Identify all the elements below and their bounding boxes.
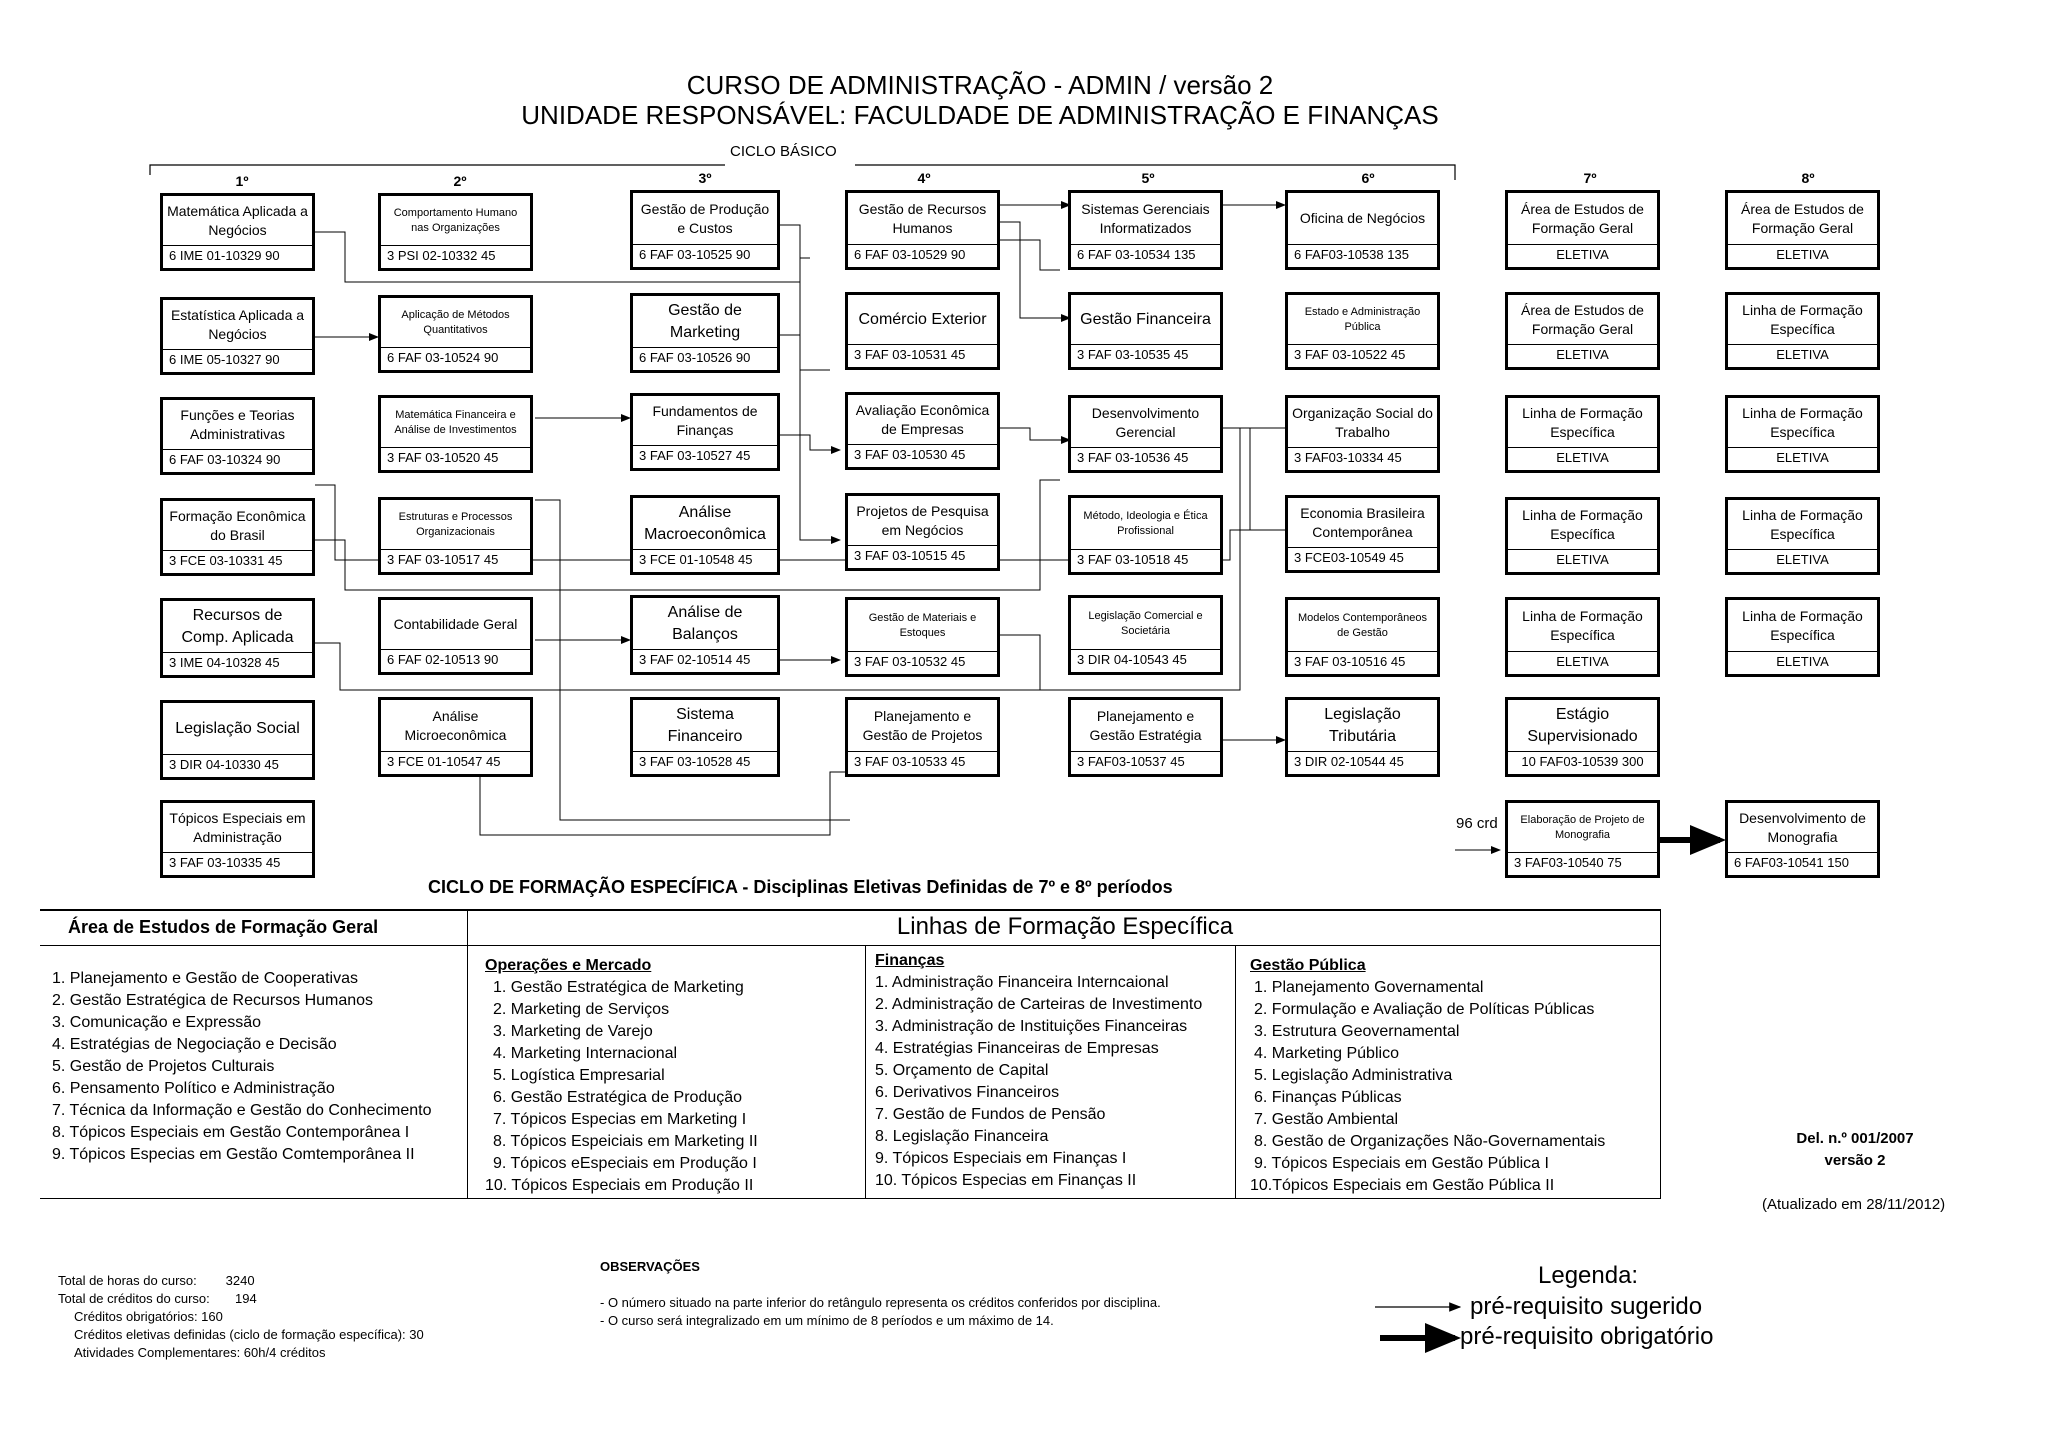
course-box: Tópicos Especiais em Administração 3 FAF 03-10335 45 — [160, 800, 315, 878]
course-box: Análise de Balanços 3 FAF 02-10514 45 — [630, 595, 780, 675]
legend-suggested: pré-requisito sugerido — [1470, 1293, 1703, 1320]
course-box: Desenvolvimento de Monografia 6 FAF03-10541 150 — [1725, 800, 1880, 878]
course-box: Estado e Administração Pública 3 FAF 03-10522 45 — [1285, 292, 1440, 370]
deliberation-block: Del. n.º 001/2007 versão 2 — [1796, 1130, 1914, 1169]
period-6: 6º — [1361, 170, 1375, 186]
table-divider — [1235, 945, 1236, 1199]
course-box: Linha de Formação Específica ELETIVA — [1725, 497, 1880, 575]
course-box: Desenvolvimento Gerencial 3 FAF 03-10536 45 — [1068, 395, 1223, 473]
course-box: Método, Ideologia e Ética Profissional 3 FAF 03-10518 45 — [1068, 495, 1223, 575]
period-4: 4º — [917, 170, 931, 186]
period-7: 7º — [1583, 170, 1597, 186]
course-box: Gestão de Produção e Custos 6 FAF 03-10525 90 — [630, 190, 780, 270]
unit-title: UNIDADE RESPONSÁVEL: FACULDADE DE ADMINISTRAÇÃO E FINANÇAS — [521, 100, 1439, 130]
course-box: Modelos Contemporâneos de Gestão 3 FAF 03-10516 45 — [1285, 597, 1440, 677]
period-1: 1º — [235, 173, 249, 189]
connector — [780, 335, 830, 370]
course-box: Avaliação Econômica de Empresas 3 FAF 03-10530 45 — [845, 392, 1000, 470]
connector — [1000, 635, 1040, 690]
course-box: Comércio Exterior 3 FAF 03-10531 45 — [845, 292, 1000, 370]
table-divider — [40, 945, 1660, 946]
public-list: Gestão Pública 1. Planejamento Governamental 2. Formulação e Avaliação de Políticas Públicas 3. Estrutura Geovernamental 4. Marketing Público 5. Legislação Administrativa 6. Finanças Públicas 7. Gestão Ambiental 8. Gestão de Organizações Não-Governamentais 9. Tópicos Especiais em Gestão Pública I 10.Tópicos Especiais em Gestão Pública II — [1250, 957, 1606, 1194]
period-5: 5º — [1141, 170, 1155, 186]
updated-date: (Atualizado em 28/11/2012) — [1762, 1196, 1946, 1213]
course-box: Gestão Financeira 3 FAF 03-10535 45 — [1068, 292, 1223, 370]
legend-title: Legenda: — [1538, 1262, 1639, 1289]
course-box: Estatística Aplicada a Negócios 6 IME 05-10327 90 — [160, 297, 315, 375]
connector — [1220, 428, 1250, 530]
course-box: Sistema Financeiro 3 FAF 03-10528 45 — [630, 697, 780, 777]
course-box: Linha de Formação Específica ELETIVA — [1505, 395, 1660, 473]
course-box: Elaboração de Projeto de Monografia 3 FAF03-10540 75 — [1505, 800, 1660, 878]
course-box: Comportamento Humano nas Organizações 3 PSI 02-10332 45 — [378, 193, 533, 271]
course-box: Área de Estudos de Formação Geral ELETIVA — [1725, 190, 1880, 270]
course-box: Sistemas Gerenciais Informatizados 6 FAF 03-10534 135 — [1068, 190, 1223, 270]
course-box: Linha de Formação Específica ELETIVA — [1725, 292, 1880, 370]
period-2: 2º — [453, 173, 467, 189]
course-box: Linha de Formação Específica ELETIVA — [1505, 597, 1660, 677]
course-box: Matemática Aplicada a Negócios 6 IME 01-10329 90 — [160, 193, 315, 271]
general-area-title: Área de Estudos de Formação Geral — [68, 917, 379, 937]
connector — [1000, 222, 1070, 318]
observations: OBSERVAÇÕES - O número situado na parte inferior do retângulo representa os créditos conferidos por disciplina. - O curso será integralizado em um mínimo de 8 períodos e um máximo de 14. — [600, 1259, 1161, 1328]
course-box: Matemática Financeira e Análise de Investimentos 3 FAF 03-10520 45 — [378, 395, 533, 473]
finance-list: Finanças 1. Administração Financeira Interncaional 2. Administração de Carteiras de Investimento 3. Administração de Instituições Financeiras 4. Estratégias Financeiras de Empresas 5. Orçamento de Capital 6. Derivativos Financeiros 7. Gestão de Fundos de Pensão 8. Legislação Financeira 9. Tópicos Especiais em Finanças I 10. Tópicos Especias em Finanças II — [875, 952, 1203, 1189]
period-3: 3º — [698, 170, 712, 186]
course-title: CURSO DE ADMINISTRAÇÃO - ADMIN / versão 2 — [686, 70, 1274, 100]
course-box: Área de Estudos de Formação Geral ELETIVA — [1505, 292, 1660, 370]
credits-note: 96 crd — [1456, 815, 1498, 832]
course-box: Formação Econômica do Brasil 3 FCE 03-10331 45 — [160, 498, 315, 576]
course-box: Linha de Formação Específica ELETIVA — [1725, 597, 1880, 677]
course-box: Planejamento e Gestão Estratégia 3 FAF03-10537 45 — [1068, 697, 1223, 777]
connector — [1000, 240, 1060, 270]
course-box: Linha de Formação Específica ELETIVA — [1505, 497, 1660, 575]
course-box: Fundamentos de Finanças 3 FAF 03-10527 45 — [630, 393, 780, 471]
table-divider — [467, 909, 468, 1199]
course-box: Funções e Teorias Administrativas 6 FAF 03-10324 90 — [160, 397, 315, 475]
legend-mandatory: pré-requisito obrigatório — [1460, 1323, 1714, 1350]
cycle-basic-bracket — [150, 165, 1455, 180]
course-box: Organização Social do Trabalho 3 FAF03-10334 45 — [1285, 395, 1440, 473]
course-box: Projetos de Pesquisa em Negócios 3 FAF 03-10515 45 — [845, 493, 1000, 571]
operations-list: Operações e Mercado 1. Gestão Estratégica de Marketing 2. Marketing de Serviços 3. Marketing de Varejo 4. Marketing Internacional 5. Logística Empresarial 6. Gestão Estratégica de Produção 7. Tópicos Especias em Marketing I 8. Tópicos Espeiciais em Marketing II 9. Tópicos eEspeciais em Produção I 10. Tópicos Especiais em Produção II — [485, 957, 758, 1194]
course-box: Contabilidade Geral 6 FAF 02-10513 90 — [378, 597, 533, 675]
course-box: Oficina de Negócios 6 FAF03-10538 135 — [1285, 190, 1440, 270]
specific-lines-title: Linhas de Formação Específica — [896, 913, 1234, 940]
course-box: Linha de Formação Específica ELETIVA — [1725, 395, 1880, 473]
course-box: Análise Macroeconômica 3 FCE 01-10548 45 — [630, 495, 780, 575]
course-box: Aplicação de Métodos Quantitativos 6 FAF 03-10524 90 — [378, 295, 533, 373]
connector — [1000, 428, 1070, 440]
course-box: Planejamento e Gestão de Projetos 3 FAF 03-10533 45 — [845, 697, 1000, 777]
course-box: Recursos de Comp. Aplicada 3 IME 04-10328 45 — [160, 598, 315, 678]
course-totals: Total de horas do curso: 3240 Total de créditos do curso: 194 Créditos obrigatórios: 160 Créditos eletivas definidas (ciclo de formação específica): 30 Atividades Complementares: 60h/4 créditos — [58, 1273, 424, 1360]
connector — [780, 435, 840, 450]
table-divider — [1660, 909, 1661, 1199]
course-box: Gestão de Recursos Humanos 6 FAF 03-10529 90 — [845, 190, 1000, 270]
cycle-basic-label: CICLO BÁSICO — [730, 143, 837, 160]
course-box: Área de Estudos de Formação Geral ELETIVA — [1505, 190, 1660, 270]
course-box: Gestão de Materiais e Estoques 3 FAF 03-10532 45 — [845, 597, 1000, 677]
general-area-list: 1. Planejamento e Gestão de Cooperativas 2. Gestão Estratégica de Recursos Humanos 3. Comunicação e Expressão 4. Estratégias de Negociação e Decisão 5. Gestão de Projetos Culturais 6. Pensamento Político e Administração 7. Técnica da Informação e Gestão do Conhecimento 8. Tópicos Especiais em Gestão Contemporânea I 9. Tópicos Especias em Gestão Comtemporânea II — [52, 970, 432, 1163]
course-box: Estruturas e Processos Organizacionais 3 FAF 03-10517 45 — [378, 497, 533, 575]
course-box: Legislação Social 3 DIR 04-10330 45 — [160, 700, 315, 780]
connector — [780, 225, 840, 540]
course-box: Análise Microeconômica 3 FCE 01-10547 45 — [378, 697, 533, 777]
course-box: Estágio Supervisionado 10 FAF03-10539 300 — [1505, 697, 1660, 777]
course-box: Legislação Comercial e Societária 3 DIR 04-10543 45 — [1068, 595, 1223, 675]
course-box: Legislação Tributária 3 DIR 02-10544 45 — [1285, 697, 1440, 777]
specific-cycle-title: CICLO DE FORMAÇÃO ESPECÍFICA - Disciplinas Eletivas Definidas de 7º e 8º períodos — [428, 877, 1173, 897]
table-divider — [865, 945, 866, 1199]
course-box: Gestão de Marketing 6 FAF 03-10526 90 — [630, 293, 780, 373]
period-8: 8º — [1801, 170, 1815, 186]
course-box: Economia Brasileira Contemporânea 3 FCE03-10549 45 — [1285, 495, 1440, 573]
